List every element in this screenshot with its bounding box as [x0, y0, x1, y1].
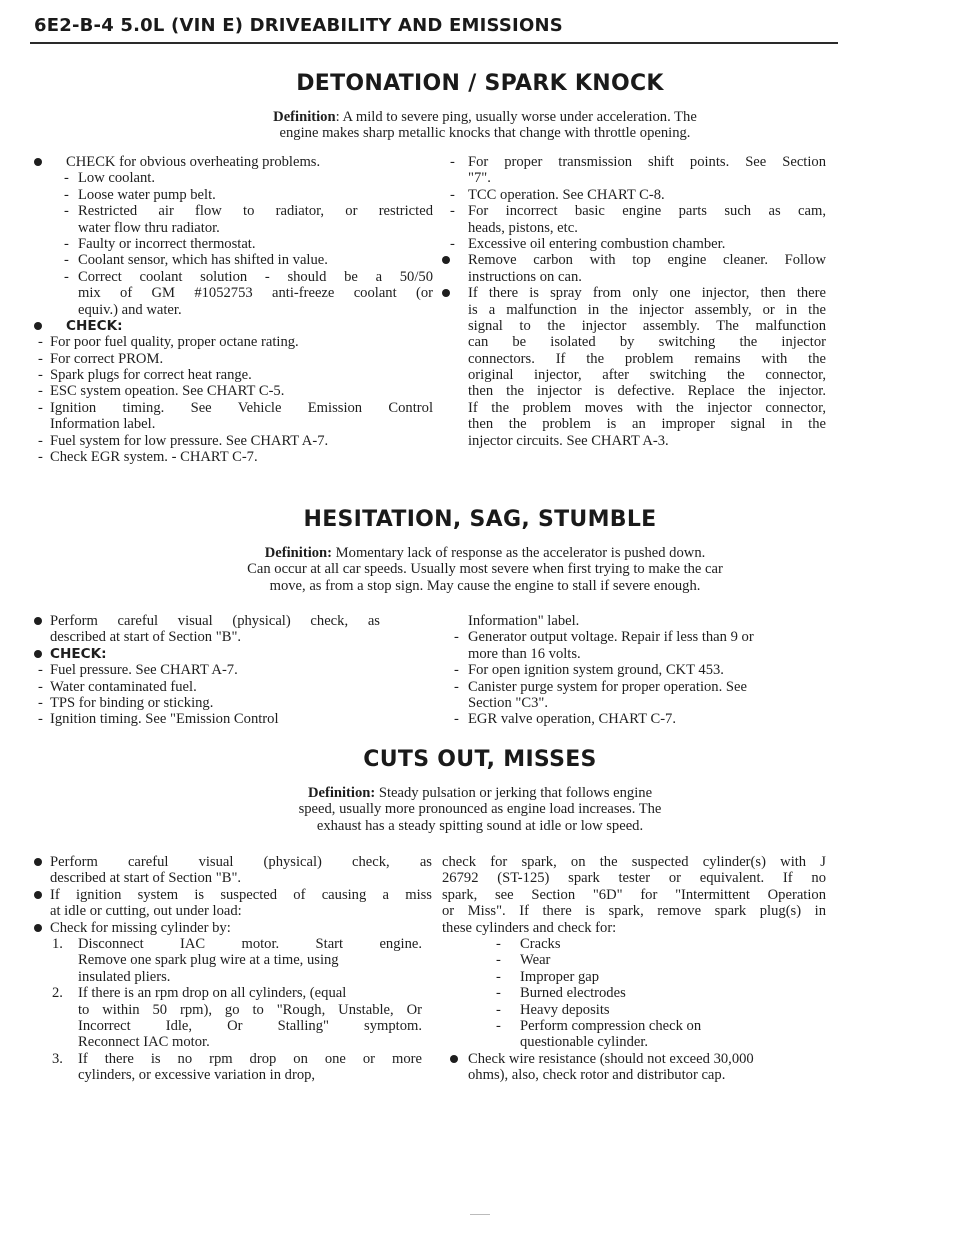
bullet-item: Check wire resistance (should not exceed 30,000	[440, 1051, 830, 1067]
dash-item: - Check EGR system. - CHART C-7.	[38, 449, 258, 466]
text-line: signal to the injector assembly. The malfunction	[468, 317, 826, 334]
text-line: If the problem moves with the injector connector,	[468, 399, 826, 416]
dash-item: - Ignition timing. See Vehicle Emission Control	[38, 399, 433, 416]
dash-item: - Loose water pump belt.	[64, 186, 216, 203]
definition-text: engine makes sharp metallic knocks that change with throttle opening.	[279, 125, 691, 142]
text-line: check for spark, on the suspected cylinder(s) with J	[442, 854, 826, 870]
text-line: heads, pistons, etc.	[468, 219, 578, 236]
dash-item: - Ignition timing. See "Emission Control	[38, 711, 279, 728]
dash-item: - Generator output voltage. Repair if less than 9 or	[454, 629, 754, 646]
text-line: questionable cylinder.	[520, 1034, 649, 1051]
numbered-step: 1. Disconnect IAC motor. Start engine.	[52, 935, 422, 952]
text-line: Information" label.	[468, 613, 580, 629]
definition-text: speed, usually more pronounced as engine load increases. The	[298, 801, 662, 818]
text-line: these cylinders and check for:	[442, 919, 617, 936]
definition-label: Definition:	[264, 545, 333, 561]
bullet-item: CHECK for obvious overheating problems.	[34, 154, 434, 170]
bullet-item: CHECK:	[34, 646, 434, 662]
text-line: mix of GM #1052753 anti-freeze coolant (or	[78, 285, 433, 302]
dash-item: - Restricted air flow to radiator, or restricted	[64, 203, 433, 220]
bullet-icon	[442, 256, 450, 264]
text-line: Incorrect Idle, Or Stalling" symptom.	[78, 1017, 422, 1034]
dash-item: - EGR valve operation, CHART C-7.	[454, 711, 677, 728]
text-line: Section "C3".	[468, 694, 549, 711]
bullet-item: Perform careful visual (physical) check, as	[50, 854, 432, 870]
dash-item: - Correct coolant solution - should be a 50/50	[64, 268, 433, 285]
text-line: ohms), also, check rotor and distributor cap.	[468, 1067, 726, 1084]
dash-item: - Spark plugs for correct heat range.	[38, 367, 252, 384]
text-line: or Miss". If there is spark, remove spark plug(s) in	[442, 903, 826, 920]
definition-text: exhaust has a steady spitting sound at idle or low speed.	[316, 817, 644, 834]
bullet-icon	[34, 650, 42, 658]
dash-item: - For incorrect basic engine parts such as cam,	[450, 203, 826, 220]
text-line: insulated pliers.	[78, 968, 171, 985]
dash-item: - Cracks	[496, 935, 561, 952]
definition-text: Momentary lack of response as the accelerator is pushed down.	[332, 545, 706, 561]
dash-item: - Excessive oil entering combustion chamber.	[450, 235, 726, 252]
text-line: connectors. If the problem remains with the	[468, 350, 826, 367]
definition-text: move, as from a stop sign. May cause the engine to stall if severe enough.	[269, 577, 701, 594]
bullet-icon	[34, 891, 42, 899]
bullet-icon	[34, 924, 42, 932]
bullet-item: Remove carbon with top engine cleaner. Follow	[468, 252, 826, 268]
text-line: Information label.	[50, 416, 156, 433]
footer-mark	[470, 1214, 490, 1215]
definition-text: : A mild to severe ping, usually worse under acceleration. The	[335, 109, 697, 125]
header-rule	[30, 42, 838, 44]
definition-label: Definition	[273, 109, 336, 125]
bullet-item: Perform careful visual (physical) check, as	[50, 613, 380, 629]
bullet-item: If there is spray from only one injector, then there	[468, 285, 826, 301]
bullet-icon	[34, 617, 42, 625]
text-line: injector circuits. See CHART A-3.	[468, 432, 669, 449]
text-line: then the injector is defective. Replace the injector.	[468, 383, 826, 400]
step-number: 1.	[52, 935, 63, 952]
step-number: 3.	[52, 1050, 63, 1067]
definition-text: Can occur at all car speeds. Usually most severe when first trying to make the car	[247, 561, 723, 578]
cuts-out-right-column	[440, 854, 830, 1083]
text-line: Remove one spark plug wire at a time, using	[78, 952, 339, 969]
section-title-cuts-out: CUTS OUT, MISSES	[363, 747, 597, 772]
definition-detonation	[140, 109, 830, 142]
detonation-left-column	[34, 154, 434, 465]
detonation-right-column	[440, 154, 830, 449]
text-line: spark, see Section "6D" for "Intermittent Operation	[442, 886, 826, 903]
bullet-item: CHECK:	[34, 318, 434, 334]
text-line: described at start of Section "B".	[50, 870, 242, 887]
hesitation-right-column	[440, 613, 830, 728]
text-line: instructions on can.	[468, 268, 582, 285]
text-line: equiv.) and water.	[78, 301, 182, 318]
text-line: "7".	[468, 170, 491, 187]
section-title-hesitation: HESITATION, SAG, STUMBLE	[303, 507, 657, 532]
definition-hesitation	[120, 545, 850, 594]
dash-item: - Low coolant.	[64, 170, 156, 187]
dash-item: - Improper gap	[496, 968, 600, 985]
section-title-detonation: DETONATION / SPARK KNOCK	[296, 71, 664, 96]
dash-item: - Fuel system for low pressure. See CHART A-7.	[38, 432, 329, 449]
dash-item: - TCC operation. See CHART C-8.	[450, 186, 665, 203]
dash-item: - TPS for binding or sticking.	[38, 694, 214, 711]
text-line: can be isolated by switching the injector	[468, 334, 826, 351]
definition-label: Definition:	[307, 785, 376, 801]
definition-text: Steady pulsation or jerking that follows engine	[375, 785, 653, 801]
text-line: described at start of Section "B".	[50, 629, 242, 646]
text-line: water flow thru radiator.	[78, 219, 220, 236]
text-line: original injector, after switching the connector,	[468, 367, 826, 384]
dash-item: - ESC system opeation. See CHART C-5.	[38, 383, 285, 400]
dash-item: - For poor fuel quality, proper octane rating.	[38, 334, 299, 351]
dash-item: - For open ignition system ground, CKT 453.	[454, 662, 724, 679]
bullet-icon	[450, 1055, 458, 1063]
dash-item: - Canister purge system for proper operation. See	[454, 678, 747, 695]
page-header: 6E2-B-4 5.0L (VIN E) DRIVEABILITY AND EMISSIONS	[34, 15, 563, 36]
bullet-icon	[34, 858, 42, 866]
dash-item: - For proper transmission shift points. See Section	[450, 154, 826, 170]
text-line: Reconnect IAC motor.	[78, 1034, 210, 1051]
dash-item: - Burned electrodes	[496, 985, 626, 1002]
step-number: 2.	[52, 985, 63, 1002]
bullet-icon	[34, 322, 42, 330]
bullet-icon	[442, 289, 450, 297]
cuts-out-left-column	[34, 854, 434, 1083]
definition-cuts-out	[160, 785, 800, 834]
dash-item: - Perform compression check on	[496, 1017, 702, 1034]
numbered-step: 3. If there is no rpm drop on one or more	[52, 1050, 422, 1067]
text-line: then the problem is an improper signal in the	[468, 416, 826, 433]
bullet-item: Check for missing cylinder by:	[34, 920, 434, 936]
numbered-step: 2. If there is an rpm drop on all cylinders, (equal	[52, 985, 347, 1002]
dash-item: - Wear	[496, 952, 551, 969]
text-line: 26792 (ST-125) spark tester or equivalent. If no	[442, 870, 826, 887]
hesitation-left-column	[34, 613, 434, 728]
dash-item: - Fuel pressure. See CHART A-7.	[38, 662, 238, 679]
text-line: is a malfunction in the injector assembly, or in the	[468, 301, 826, 318]
dash-item: - For correct PROM.	[38, 350, 164, 367]
text-line: to within 50 rpm), go to "Rough, Unstable, Or	[78, 1001, 422, 1018]
dash-item: - Coolant sensor, which has shifted in value.	[64, 252, 328, 269]
dash-item: - Water contaminated fuel.	[38, 678, 197, 695]
dash-item: - Heavy deposits	[496, 1001, 610, 1018]
bullet-icon	[34, 158, 42, 166]
text-line: cylinders, or excessive variation in drop,	[78, 1067, 316, 1084]
dash-item: - Faulty or incorrect thermostat.	[64, 235, 256, 252]
text-line: at idle or cutting, out under load:	[50, 903, 242, 920]
bullet-item: If ignition system is suspected of causing a miss	[50, 887, 432, 903]
text-line: more than 16 volts.	[468, 645, 581, 662]
